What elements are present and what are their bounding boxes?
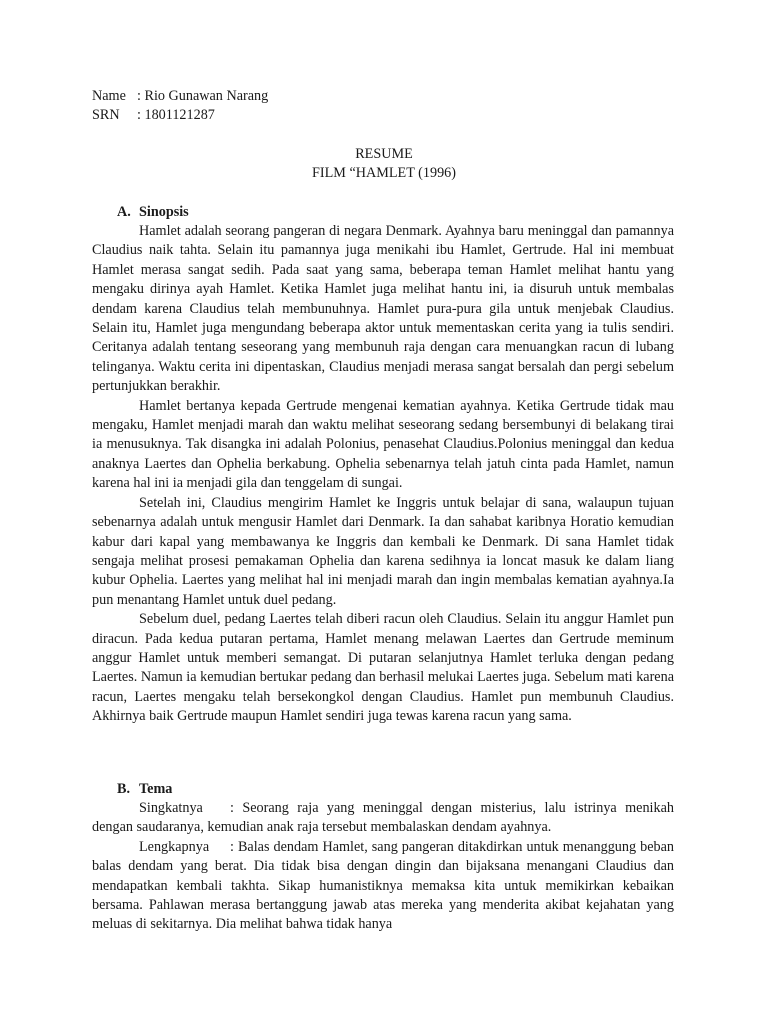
tema-item: [92, 838, 674, 935]
student-info: [92, 87, 268, 126]
tema-term: Lengkapnya: [139, 838, 210, 855]
document-subtitle: FILM “HAMLET (1996): [312, 165, 456, 181]
tema-body: [92, 799, 674, 935]
section-title: Tema: [139, 781, 173, 797]
paragraph: Sebelum duel, pedang Laertes telah diberi racun oleh Claudius. Selain itu anggur Hamlet pun diracun. Pada kedua putaran pertama, Hamlet menang melawan Laertes dan Gertrude meminum anggur Hamlet untuk memberi semangat. Di putaran selanjutnya Hamlet terluka dengan pedang Laertes. Namun ia kemudian bertukar pedang dan berhasil melukai Laertes juga. Sebelum mati karena racun, Laertes mengaku telah bersekongkol dengan Claudius. Hamlet pun membunuh Claudius. Akhirnya baik Gertrude maupun Hamlet sendiri juga tewas karena racun yang sama.: [92, 611, 674, 725]
tema-term: Singkatnya: [139, 800, 203, 816]
section-heading-tema: [117, 780, 172, 799]
name-row: [92, 87, 268, 106]
section-letter: B.: [117, 781, 131, 797]
name-value: : Rio Gunawan Narang: [137, 88, 269, 104]
name-label: Name: [92, 88, 126, 104]
section-letter: A.: [117, 204, 131, 220]
sinopsis-body: [92, 222, 674, 727]
tema-text: : Balas dendam Hamlet, sang pangeran ditakdirkan untuk menanggung beban balas dendam yang berat. Dia tidak bisa dengan dingin dan bijaksana menangani Claudius dan mendapatkan kembali takhta. Sikap humanistiknya memaksa kita untuk memikirkan kebaikan bersama. Pahlawan merasa bertanggung jawab atas mereka yang menderita akibat kejahatan yang meluas di sekitarnya. Dia melihat bahwa tidak hanya: [92, 838, 674, 933]
document-title: RESUME: [355, 146, 413, 162]
srn-row: [92, 106, 268, 125]
tema-item: [92, 799, 674, 838]
srn-value: : 1801121287: [137, 107, 215, 124]
section-heading-sinopsis: [117, 203, 189, 222]
paragraph: Hamlet adalah seorang pangeran di negara Denmark. Ayahnya baru meninggal dan pamannya Claudius naik tahta. Selain itu pamannya juga menikahi ibu Hamlet, Gertrude. Hal ini membuat Hamlet merasa sangat sedih. Pada saat yang sama, beberapa teman Hamlet melihat hantu yang mengaku dirinya ayah Hamlet. Ketika Hamlet juga melihat hantu ini, ia disuruh untuk membalas dendam karena Claudius telah membunuhnya. Hamlet pura-pura gila untuk menjebak Claudius. Selain itu, Hamlet juga mengundang beberapa aktor untuk mementaskan cerita yang ia tulis sendiri. Ceritanya adalah tentang seseorang yang membunuh raja dengan cara menuangkan racun di lubang telinganya. Waktu cerita ini dipentaskan, Claudius menjadi merasa sangat bersalah dan pergi sebelum pertunjukkan berakhir.: [92, 223, 674, 395]
section-title: Sinopsis: [139, 204, 189, 220]
tema-text: : Seorang raja yang meninggal dengan misterius, lalu istrinya menikah dengan saudaranya, kemudian anak raja tersebut membalaskan dendam ayahnya.: [92, 800, 674, 836]
paragraph: Setelah ini, Claudius mengirim Hamlet ke Inggris untuk belajar di sana, walaupun tujuan sebenarnya adalah untuk mengusir Hamlet dari Denmark. Ia dan sahabat karibnya Horatio kemudian kabur dari kapal yang membawanya ke Inggris dan kembali ke Denmark. Di sana Hamlet tidak sengaja melihat prosesi pemakaman Ophelia dan karena sedihnya ia loncat masuk ke dalam liang kubur Ophelia. Laertes yang melihat hal ini menjadi marah dan ingin membalas kematian ayahnya.Ia pun menantang Hamlet untuk duel pedang.: [92, 494, 674, 608]
srn-label: SRN: [92, 107, 120, 124]
paragraph: Hamlet bertanya kepada Gertrude mengenai kematian ayahnya. Ketika Gertrude tidak mau mengaku, Hamlet menjadi marah dan waktu melihat seseorang sedang bersembunyi di belakang tirai ia menusuknya. Tak disangka ini adalah Polonius, penasehat Claudius.Polonius meninggal dan kedua anaknya Laertes dan Ophelia berkabung. Ophelia sebenarnya telah jatuh cinta pada Hamlet, namun karena hal ini ia menjadi gila dan tenggelam di sungai.: [92, 397, 674, 492]
